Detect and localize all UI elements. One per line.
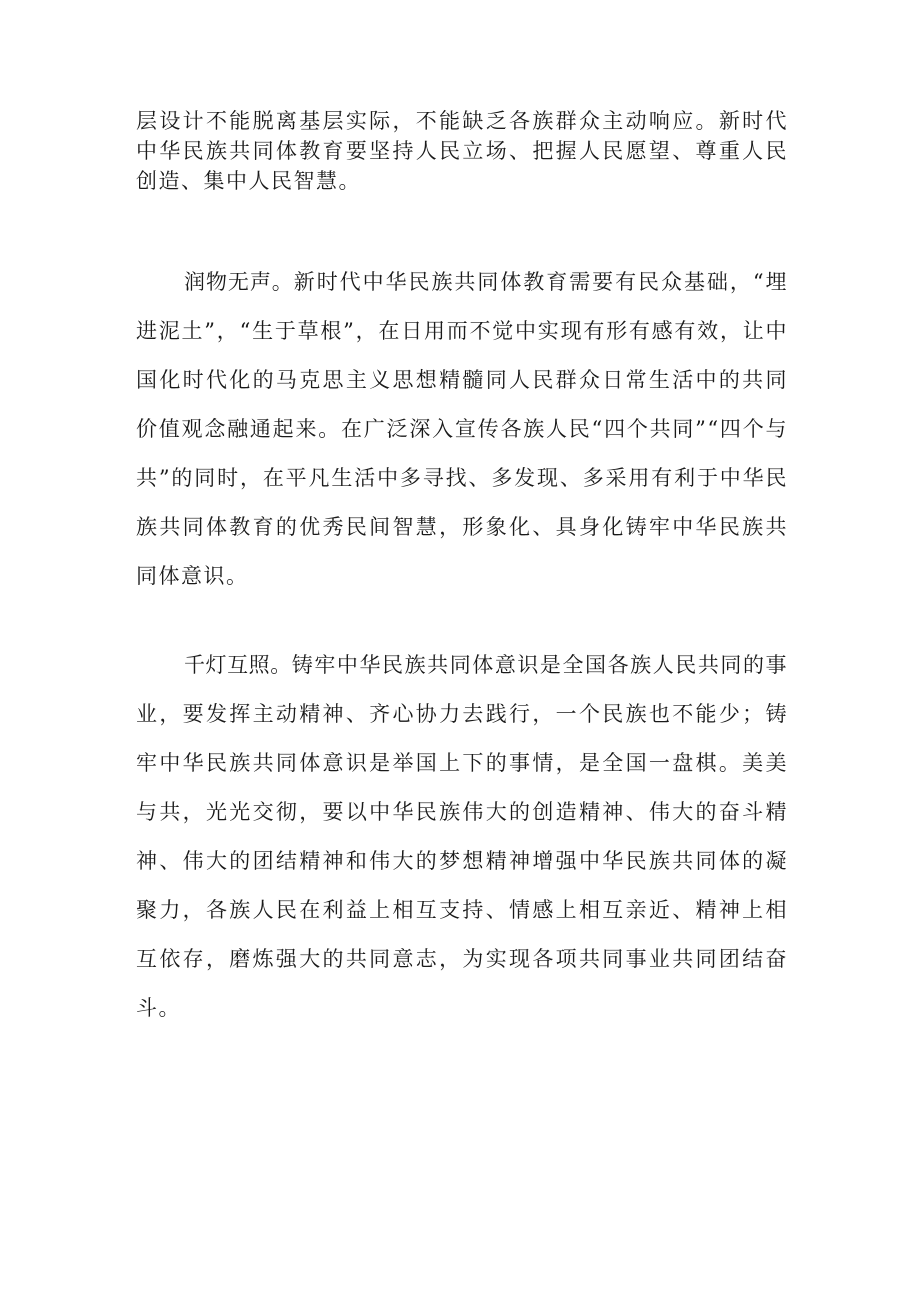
paragraph-lead-heading: 千灯互照。: [184, 653, 292, 677]
paragraph-body: 铸牢中华民族共同体意识是全国各族人民共同的事业，要发挥主动精神、齐心协力去践行，一个民族也不能少；铸牢中华民族共同体意识是举国上下的事情，是全国一盘棋。美美与共，光光交彻，要以中华民族伟大的创造精神、伟大的奋斗精神、伟大的团结精神和伟大的梦想精神增强中华民族共同体的凝聚力，各族人民在利益上相互支持、情感上相互亲近、精神上相互依存，磨炼强大的共同意志，为实现各项共同事业共同团结奋斗。: [136, 653, 789, 1020]
paragraph-qiandeng-huzhao: [136, 641, 788, 1033]
paragraph-continued: [136, 106, 788, 196]
paragraph-body: 层设计不能脱离基层实际，不能缺乏各族群众主动响应。新时代中华民族共同体教育要坚持人民立场、把握人民愿望、尊重人民创造、集中人民智慧。: [136, 109, 788, 193]
paragraph-runwu-wusheng: [136, 258, 788, 601]
paragraph-lead-heading: 润物无声。: [184, 270, 294, 294]
paragraph-body: 新时代中华民族共同体教育需要有民众基础，“埋进泥土”，“生于草根”，在日用而不觉中实现有形有感有效，让中国化时代化的马克思主义思想精髓同人民群众日常生活中的共同价值观念融通起来。在广泛深入宣传各族人民“四个共同”“四个与共”的同时，在平凡生活中多寻找、多发现、多采用有利于中华民族共同体教育的优秀民间智慧，形象化、具身化铸牢中华民族共同体意识。: [136, 270, 789, 588]
